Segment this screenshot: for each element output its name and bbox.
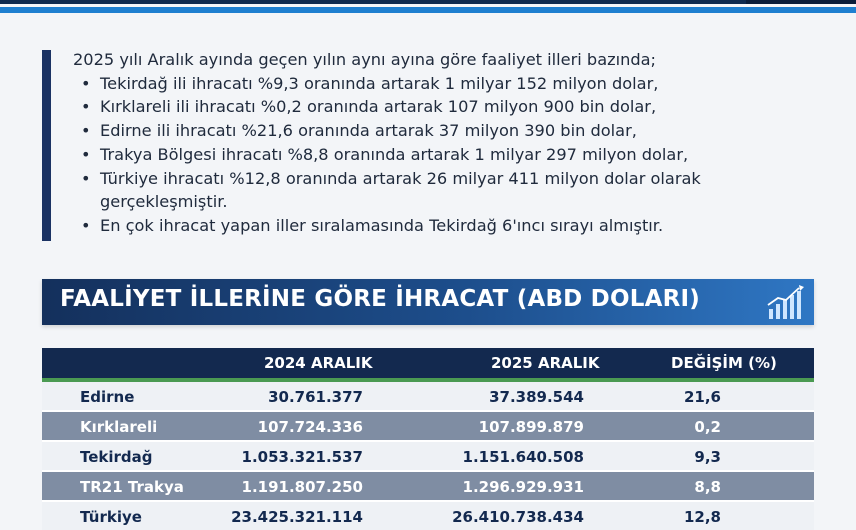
summary-intro: 2025 yılı Aralık ayında geçen yılın aynı ayına göre faaliyet illeri bazında; bbox=[73, 50, 657, 69]
section-banner bbox=[42, 279, 814, 325]
top-blue-stripe bbox=[0, 7, 856, 13]
table-row bbox=[42, 412, 814, 440]
table-row bbox=[42, 442, 814, 470]
row-change: 8,8 bbox=[694, 478, 721, 496]
summary-bullet: • Kırklareli ili ihracatı %0,2 oranında artarak 107 milyon 900 bin dolar, bbox=[73, 95, 793, 119]
row-value-2024: 23.425.321.114 bbox=[231, 508, 363, 526]
row-value-2024: 1.191.807.250 bbox=[241, 478, 363, 496]
top-corner-stripe bbox=[746, 0, 856, 4]
row-name: Türkiye bbox=[80, 508, 142, 526]
row-value-2024: 107.724.336 bbox=[257, 418, 363, 436]
table-header bbox=[42, 348, 814, 382]
summary-block bbox=[42, 48, 802, 242]
row-value-2024: 1.053.321.537 bbox=[241, 448, 363, 466]
row-change: 12,8 bbox=[683, 508, 721, 526]
header-2025: 2025 ARALIK bbox=[491, 354, 600, 372]
summary-bullet: • Türkiye ihracatı %12,8 oranında artarak 26 milyar 411 milyon dolar olarak gerçekleşmiştir. bbox=[73, 167, 793, 214]
row-change: 9,3 bbox=[694, 448, 721, 466]
summary-text bbox=[73, 48, 793, 238]
row-value-2025: 107.899.879 bbox=[478, 418, 584, 436]
row-change: 0,2 bbox=[694, 418, 721, 436]
row-name: TR21 Trakya bbox=[80, 478, 184, 496]
table-row bbox=[42, 472, 814, 500]
banner-title: FAALİYET İLLERİNE GÖRE İHRACAT (ABD DOLARI) bbox=[60, 286, 700, 312]
table-row bbox=[42, 382, 814, 410]
summary-bullet: • Edirne ili ihracatı %21,6 oranında artarak 37 milyon 390 bin dolar, bbox=[73, 119, 793, 143]
row-value-2025: 37.389.544 bbox=[489, 388, 584, 406]
row-name: Edirne bbox=[80, 388, 135, 406]
row-value-2024: 30.761.377 bbox=[268, 388, 363, 406]
header-change: DEĞİŞİM (%) bbox=[671, 354, 777, 372]
export-table bbox=[42, 348, 814, 530]
row-value-2025: 1.296.929.931 bbox=[462, 478, 584, 496]
bar-chart-trend-icon bbox=[766, 283, 808, 321]
table-row bbox=[42, 502, 814, 530]
row-value-2025: 26.410.738.434 bbox=[452, 508, 584, 526]
summary-list bbox=[73, 72, 793, 238]
row-value-2025: 1.151.640.508 bbox=[462, 448, 584, 466]
summary-accent-bar bbox=[42, 50, 51, 241]
top-dark-stripe bbox=[0, 0, 856, 4]
row-name: Kırklareli bbox=[80, 418, 158, 436]
row-change: 21,6 bbox=[683, 388, 721, 406]
summary-bullet: • En çok ihracat yapan iller sıralamasında Tekirdağ 6'ıncı sırayı almıştır. bbox=[73, 214, 793, 238]
summary-bullet: • Tekirdağ ili ihracatı %9,3 oranında artarak 1 milyar 152 milyon dolar, bbox=[73, 72, 793, 96]
summary-bullet: • Trakya Bölgesi ihracatı %8,8 oranında artarak 1 milyar 297 milyon dolar, bbox=[73, 143, 793, 167]
row-name: Tekirdağ bbox=[80, 448, 153, 466]
header-2024: 2024 ARALIK bbox=[264, 354, 373, 372]
